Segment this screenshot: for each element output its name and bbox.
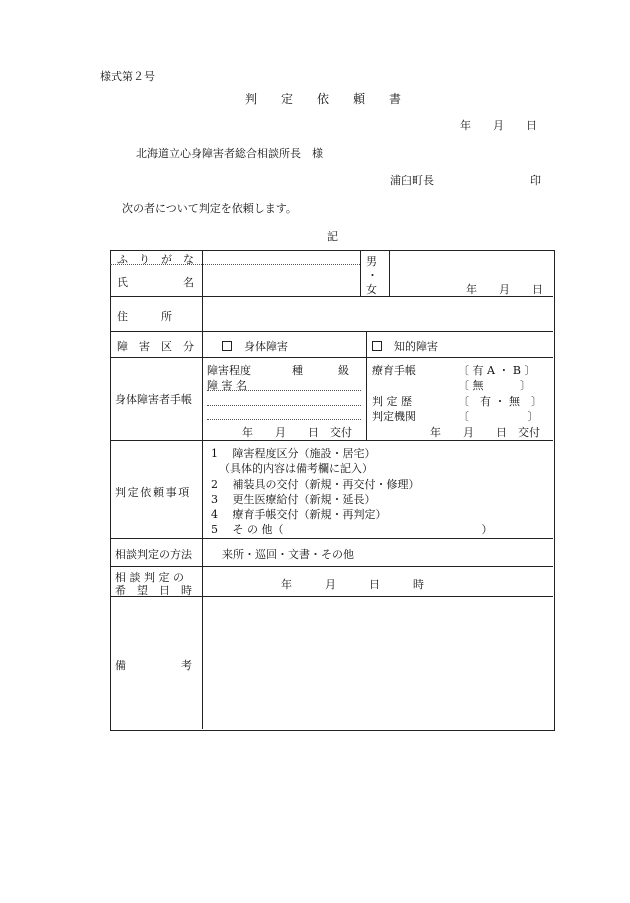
degree-label: 障害程度 <box>207 364 251 377</box>
method-label: 相談判定の方法 <box>115 548 192 561</box>
sex-female[interactable]: 女 <box>366 283 377 296</box>
request-item-1[interactable]: 1 障害程度区分（施設・居宅） <box>211 447 376 460</box>
intellectual-checkbox[interactable] <box>372 338 438 354</box>
physical-checkbox[interactable] <box>222 338 288 354</box>
history-value[interactable]: 〔 有 ・ 無 〕 <box>458 395 542 408</box>
addressee: 北海道立心身障害者総合相談所長 様 <box>136 147 323 160</box>
disability-class-label: 障 害 区 分 <box>117 340 194 353</box>
birth-date: 年 月 日 <box>466 283 543 296</box>
address-field[interactable] <box>204 298 550 329</box>
request-item-1-note: （具体的内容は備考欄に記入） <box>219 462 373 475</box>
request-item-4[interactable]: 4 療育手帳交付（新規・再判定） <box>211 508 387 521</box>
intellectual-option-label: 知的障害 <box>394 340 438 353</box>
form-number: 様式第２号 <box>100 70 155 83</box>
disability-name-label: 障 害 名 <box>207 379 247 392</box>
method-value[interactable]: 来所・巡回・文書・その他 <box>222 548 354 561</box>
request-date: 年 月 日 <box>460 119 537 132</box>
handbook-issue-date: 年 月 日 交付 <box>242 426 352 439</box>
ki-label: 記 <box>327 230 338 243</box>
seal-mark: 印 <box>530 174 541 187</box>
furigana-label: ふ り が な <box>117 253 194 266</box>
address-label: 住 所 <box>117 310 172 323</box>
agency-label: 判定機関 <box>372 410 416 423</box>
checkbox-icon[interactable] <box>372 341 382 351</box>
request-item-2[interactable]: 2 補装具の交付（新規・再交付・修理） <box>211 478 420 491</box>
name-field[interactable] <box>204 266 358 294</box>
remarks-field[interactable] <box>204 598 550 726</box>
desired-label-1: 相 談 判 定 の <box>115 571 184 584</box>
sex-dot: ・ <box>367 269 378 282</box>
ryoiku-none[interactable]: 〔 無 〕 <box>458 379 531 392</box>
history-label: 判 定 歴 <box>372 395 412 408</box>
physical-option-label: 身体障害 <box>244 340 288 353</box>
request-item-5[interactable]: 5 そ の 他（ ） <box>211 523 493 536</box>
handbook-label: 身体障害者手帳 <box>115 393 192 406</box>
type-label: 種 <box>292 364 303 377</box>
sender-name: 浦臼町長 <box>390 174 434 187</box>
ryoiku-issue-date: 年 月 日 交付 <box>430 426 540 439</box>
remarks-label: 備 考 <box>115 659 192 672</box>
checkbox-icon[interactable] <box>222 341 232 351</box>
agency-value[interactable]: 〔 〕 <box>458 410 539 423</box>
ryoiku-value[interactable]: 〔 有 A ・ B 〕 <box>458 364 536 377</box>
ryoiku-label: 療育手帳 <box>372 364 416 377</box>
name-label: 氏 名 <box>117 276 194 289</box>
request-item-3[interactable]: 3 更生医療給付（新規・延長） <box>211 493 376 506</box>
page-title: 判 定 依 頼 書 <box>245 92 402 106</box>
intro-text: 次の者について判定を依頼します。 <box>122 202 297 215</box>
grade-label: 級 <box>338 364 349 377</box>
request-items-label: 判定依頼事項 <box>115 486 191 499</box>
desired-label-2: 希 望 日 時 <box>115 584 192 597</box>
sex-male[interactable]: 男 <box>366 255 377 268</box>
desired-value[interactable]: 年 月 日 時 <box>281 578 424 591</box>
furigana-field[interactable] <box>204 251 358 263</box>
